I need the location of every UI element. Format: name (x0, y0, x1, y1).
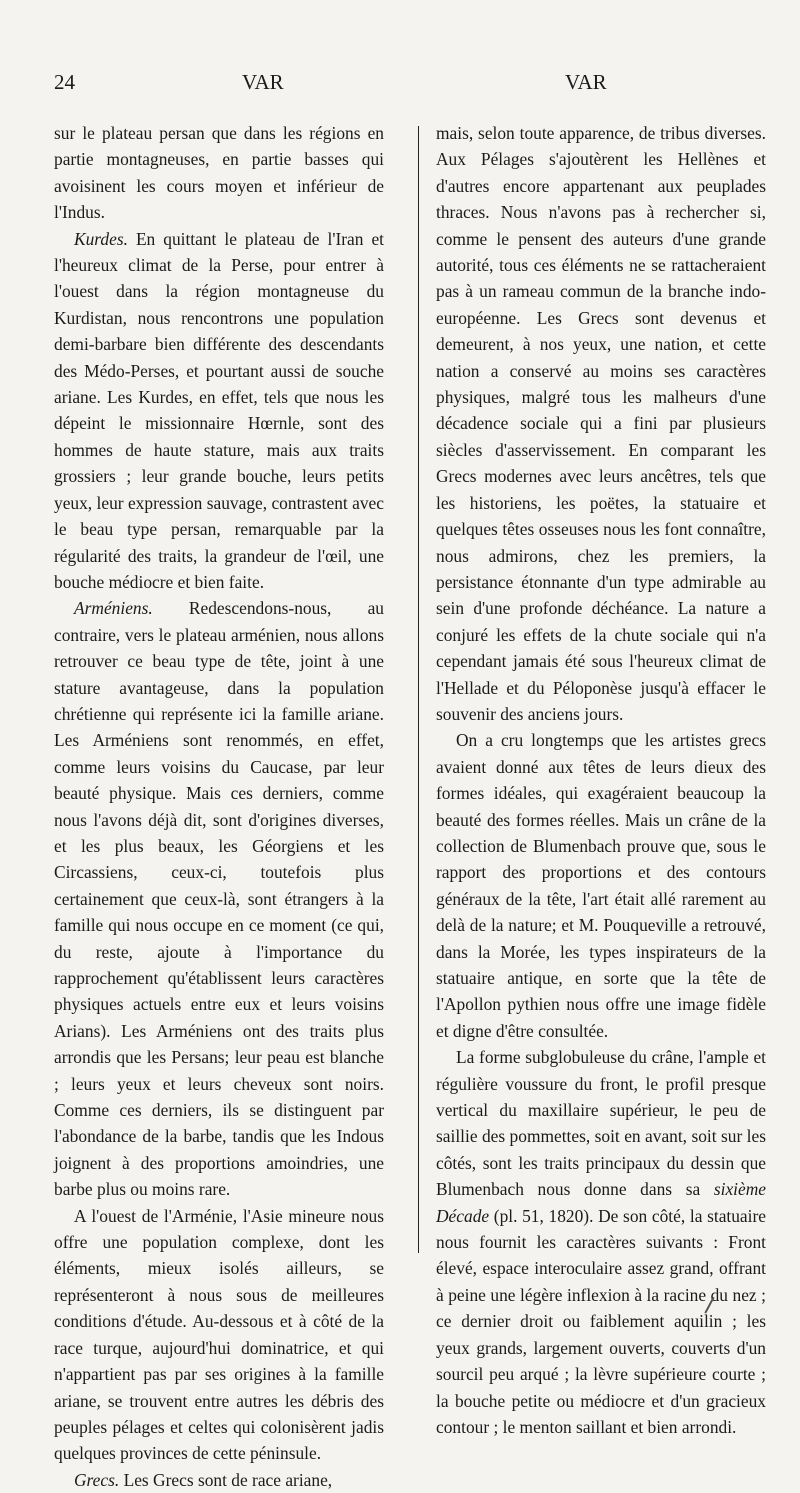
paragraph-artistes: On a cru longtemps que les artistes grecs avaient donné aux têtes de leurs dieux des formes idéales, qui exagéraient beaucoup la beauté des formes réelles. Mais un crâne de la collection de Blumenbach prouve que, sous le rapport des proportions et des contours généraux de la tête, l'art était allé rarement au delà de la nature; et M. Pouqueville a retrouvé, dans la Morée, les types inspirateurs de la statuaire antique, en sorte que la tête de l'Apollon pythien nous offre une image fidèle et digne d'être consultée. (436, 730, 766, 1041)
paragraph-grecs (54, 1467, 384, 1493)
paragraph-text: La forme subglobuleuse du crâne, l'ample et régulière voussure du front, le profil presque vertical du maxillaire supérieur, le peu de saillie des pommettes, soit en avant, soit sur les côtés, sont les traits principaux du dessin que Blumenbach nous donne dans sa (436, 1047, 766, 1200)
section-lead-kurdes: Kurdes. (74, 228, 128, 249)
section-lead-grecs: Grecs. (74, 1469, 120, 1490)
paragraph-armeniens (54, 595, 384, 1202)
column-divider (418, 126, 419, 1253)
paragraph-text: Redescendons-nous, au contraire, vers le plateau arménien, nous allons retrouver ce beau type de tête, joint à une stature avantageuse, dans la population chrétienne qui représente ici la famille ariane. Les Arméniens sont renommés, en effet, comme leurs voisins du Caucase, par leur beauté physique. Mais ces derniers, comme nous l'avons déjà dit, sont d'origines diverses, et les plus beaux, les Géorgiens et les Circassiens, ceux-ci, toutefois plus certainement que ceux-là, sont étrangers à la famille qui nous occupe en ce moment (ce qui, du reste, ajoute à l'importance du rapprochement qu'établissent leurs caractères physiques actuels entre eux et leurs voisins Arians). Les Arméniens ont des traits plus arrondis que les Persans; leur peau est blanche ; leurs yeux et leurs cheveux sont noirs. Comme ces derniers, ils se distinguent par l'abondance de la barbe, tandis que les Indous joignent à des proportions amoindries, une barbe plus ou moins rare. (54, 598, 384, 1200)
paragraph-forme-crane (436, 1044, 766, 1440)
right-column (436, 120, 766, 1440)
left-column (54, 120, 384, 1493)
running-title-right: VAR (565, 70, 607, 94)
book-title-reference: sixième Décade (436, 1179, 766, 1226)
paragraph: sur le plateau persan que dans les régions en partie montagneuses, en partie basses qui avoisinent les cours moyen et inférieur de l'Indus. (54, 123, 384, 223)
paragraph-text: En quittant le plateau de l'Iran et l'heureux climat de la Perse, pour entrer à l'ouest dans la région montagneuse du Kurdistan, nous rencontrons une population demi-barbare bien différente des descendants des Médo-Perses, et pourtant aussi de souche ariane. Les Kurdes, en effet, tels que nous les dépeint le missionnaire Hœrnle, sont des hommes de haute stature, mais aux traits grossiers ; leur grande bouche, leurs petits yeux, leur expression sauvage, contrastent avec le beau type persan, remarquable par la régularité des traits, la grandeur de l'œil, une bouche médiocre et bien faite. (54, 228, 384, 592)
paragraph-text: (pl. 51, 1820). De son côté, la statuaire nous fournit les caractères suivants : Front élevé, espace interoculaire assez grand, offrant à peine une légère inflexion à la racine du nez ; ce dernier droit ou faiblement aquilin ; les yeux grands, largement ouverts, couverts d'un sourcil peu arqué ; la lèvre supérieure courte ; la bouche petite ou médiocre et d'un gracieux contour ; le menton saillant et bien arrondi. (436, 1205, 766, 1437)
page-header (0, 70, 800, 110)
paragraph-text: Les Grecs sont de race ariane, (119, 1469, 333, 1490)
running-title-left: VAR (242, 70, 284, 94)
page-number: 24 (54, 70, 75, 94)
paragraph-kurdes (54, 226, 384, 596)
paragraph: mais, selon toute apparence, de tribus diverses. Aux Pélages s'ajoutèrent les Hellènes et d'autres encore appartenant aux peuplades thraces. Nous n'avons pas à rechercher si, comme le pensent des auteurs d'une grande autorité, tous ces éléments ne se rattacheraient pas à un rameau commun de la branche indo-européenne. Les Grecs sont devenus et demeurent, à nos yeux, une nation, et cette nation a conservé au moins ses caractères physiques, malgré tous les malheurs d'une décadence sociale qui a fini par plusieurs siècles d'asservissement. En comparant les Grecs modernes avec leurs ancêtres, tels que les historiens, les poëtes, la statuaire et quelques têtes osseuses nous les font connaître, nous admirons, chez les premiers, la persistance étonnante d'un type admirable au sein d'une profonde déchéance. La nature a conjuré les effets de la chute sociale qui n'a cependant jamais été sous l'heureux climat de l'Hellade et du Péloponèse jusqu'à effacer le souvenir des anciens jours. (436, 123, 766, 724)
paragraph-asie-mineure: A l'ouest de l'Arménie, l'Asie mineure nous offre une population complexe, dont les éléments, mieux isolés ailleurs, se représenteront à nous sous de meilleures conditions d'étude. Au-dessous et à côté de la race turque, aujourd'hui dominatrice, et qui n'appartient pas par ses origines à la famille ariane, se trouvent entre autres les débris des peuples pélages et celtes qui colonisèrent jadis quelques provinces de cette péninsule. (54, 1205, 384, 1464)
section-lead-armeniens: Arméniens. (74, 598, 153, 619)
